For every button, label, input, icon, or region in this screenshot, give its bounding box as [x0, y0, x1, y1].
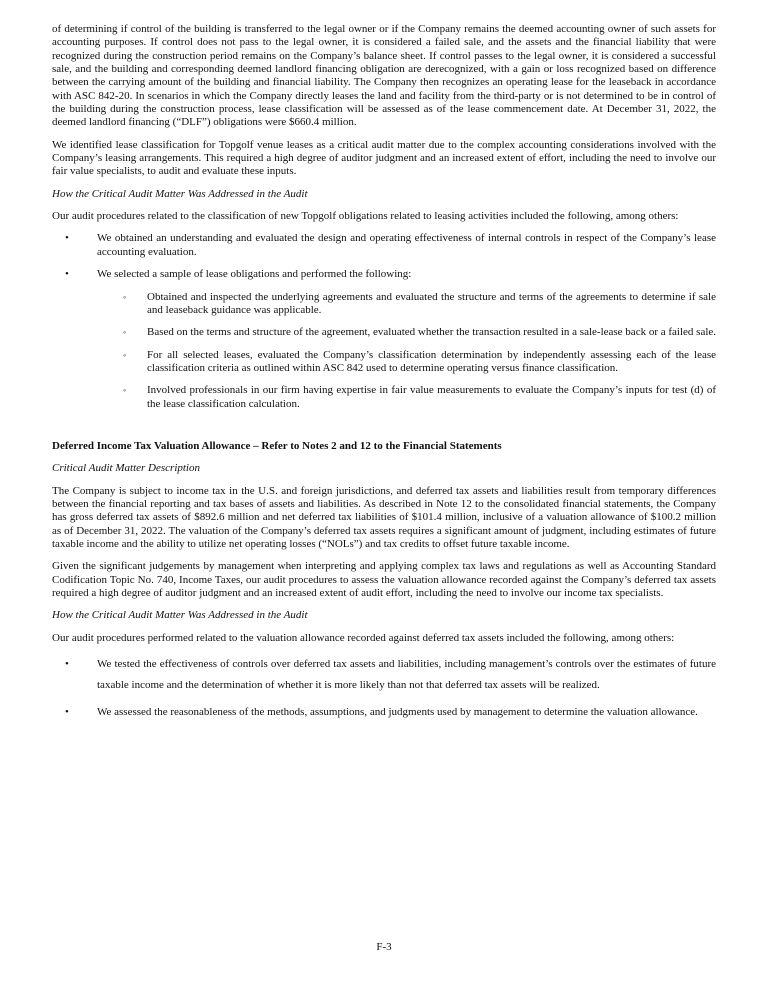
bullet-text: We selected a sample of lease obligations and performed the following:	[97, 268, 412, 281]
bold-heading: Deferred Income Tax Valuation Allowance – Refer to Notes 2 and 12 to the Financial Statements	[52, 439, 502, 452]
bullet-text: For all selected leases, evaluated the Company’s classification determination by independently assessing each of the lease classification criteria as outlined within ASC 842 used to determine operating versus finance classification.	[147, 348, 716, 374]
bullet-marker: •	[65, 658, 69, 671]
bullet-text: Obtained and inspected the underlying agreements and evaluated the structure and terms of the agreements to determine if sale and leaseback guidance was applicable.	[147, 290, 716, 316]
bullet-marker: •	[65, 705, 69, 718]
sub-bullet-item	[52, 384, 716, 411]
paragraph: The Company is subject to income tax in the U.S. and foreign jurisdictions, and deferred tax assets and liabilities result from temporary differences between the financial reporting and tax bases of assets and liabilities. As described in Note 12 to the consolidated financial statements, the Company has gross deferred tax assets of $892.6 million and net deferred tax liabilities of $101.4 million, inclusive of a valuation allowance of $100.2 million as of December 31, 2022. The valuation of the Company’s deferred tax assets requires a significant amount of judgment, including estimates of future taxable income and the ability to utilize net operating losses (“NOLs”) and tax credits to offset future taxable income.	[52, 484, 716, 550]
bullet-text: We tested the effectiveness of controls over deferred tax assets and liabilities, including management’s controls over the estimates of future taxable income and the determination of whether it is more likely than not that deferred tax assets will be realized.	[97, 658, 716, 692]
bullet-text: Involved professionals in our firm having expertise in fair value measurements to evaluate the Company’s inputs for test (d) of the lease classification calculation.	[147, 384, 716, 410]
sub-bullet-marker: ◦	[123, 349, 127, 360]
page-number: F-3	[376, 941, 392, 953]
bullet-marker: •	[65, 232, 69, 245]
italic-heading: How the Critical Audit Matter Was Addressed in the Audit	[52, 187, 308, 200]
bullet-text: We obtained an understanding and evaluated the design and operating effectiveness of internal controls in respect of the Company’s lease accounting evaluation.	[97, 232, 716, 258]
sub-bullet-marker: ◦	[123, 291, 127, 302]
bullet-text: We assessed the reasonableness of the methods, assumptions, and judgments used by management to determine the valuation allowance.	[97, 705, 698, 718]
paragraph: of determining if control of the building is transferred to the legal owner or if the Company remains the deemed accounting owner of such assets for accounting purposes. If control does not pass to the legal owner, it is considered a failed sale, and the assets and the financial liability that were recognized during the construction period remains on the Company’s balance sheet. If control passes to the legal owner, it is considered a successful sale, and the building and corresponding deemed landlord financing obligation are derecognized, with a gain or loss recognized based on difference between the carrying amount of the building and financial liability. The Company then recognizes an operating lease for the leaseback in accordance with ASC 842-20. In scenarios in which the Company directly leases the land and facility from the third-party or is not determined to be in control of the building during the construction process, lease classification will be assessed as of the lease commencement date. At December 31, 2022, the deemed landlord financing (“DLF”) obligations were $660.4 million.	[52, 23, 716, 129]
bullet-item	[52, 268, 716, 281]
bullet-text: Based on the terms and structure of the agreement, evaluated whether the transaction resulted in a sale-lease back or a failed sale.	[147, 326, 717, 339]
sub-bullet-item	[52, 326, 716, 339]
bullet-item	[52, 232, 716, 259]
sub-bullet-item	[52, 349, 716, 376]
bullet-item	[52, 706, 716, 719]
paragraph: Our audit procedures related to the classification of new Topgolf obligations related to leasing activities included the following, among others:	[52, 210, 679, 223]
paragraph: Our audit procedures performed related to the valuation allowance recorded against deferred tax assets included the following, among others:	[52, 631, 675, 644]
sub-bullet-item	[52, 291, 716, 318]
bullet-item	[52, 654, 716, 697]
bullet-marker: •	[65, 268, 69, 281]
sub-bullet-marker: ◦	[123, 385, 127, 396]
italic-heading: How the Critical Audit Matter Was Addressed in the Audit	[52, 609, 308, 622]
sub-bullet-marker: ◦	[123, 327, 127, 338]
paragraph: Given the significant judgements by management when interpreting and applying complex tax laws and regulations as well as Accounting Standard Codification Topic No. 740, Income Taxes, our audit procedures to assess the valuation allowance recorded against the Company’s deferred tax assets required a high degree of auditor judgment and an increased extent of audit effort, including the need to involve our income tax specialists.	[52, 560, 716, 599]
paragraph: We identified lease classification for Topgolf venue leases as a critical audit matter due to the complex accounting considerations involved with the Company’s leasing arrangements. This required a high degree of auditor judgment and an increased extent of effort, including the need to involve our fair value specialists, to audit and evaluate these inputs.	[52, 138, 716, 178]
italic-heading: Critical Audit Matter Description	[52, 462, 200, 475]
